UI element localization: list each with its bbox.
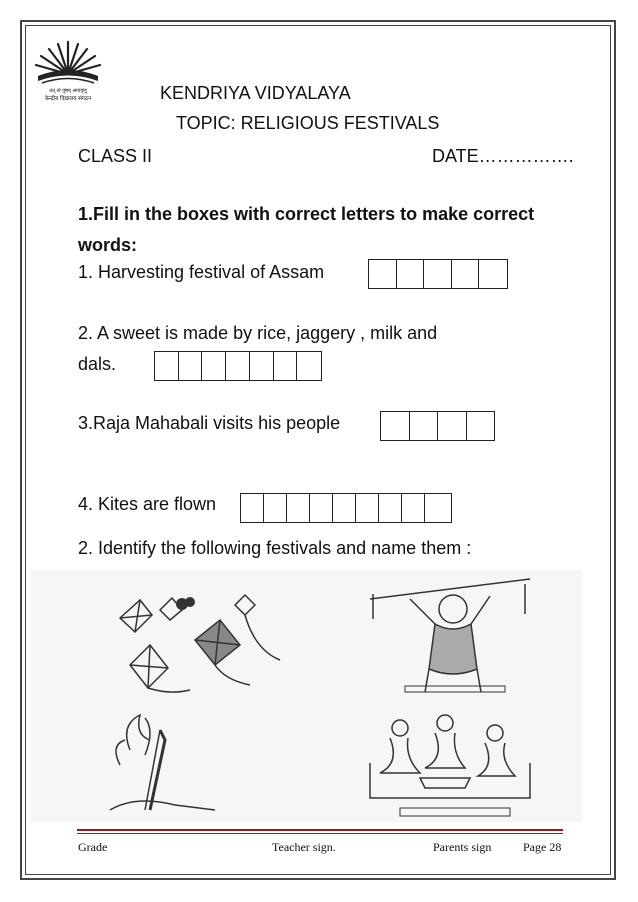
logo-motto: तत् त्वं पूषन् अपावृणु (49, 88, 87, 94)
festival-pictures (30, 570, 582, 822)
question-1: 1. Harvesting festival of Assam (78, 262, 325, 282)
section1-heading-cont: words: (78, 235, 138, 255)
kv-logo (28, 34, 108, 104)
answer-boxes-3[interactable] (380, 411, 495, 441)
footer-grade: Grade (78, 840, 108, 854)
footer-teacher-sign: Teacher sign. (272, 840, 336, 854)
section1-heading: 1.Fill in the boxes with correct letters to make correct (78, 204, 535, 224)
question-3: 3.Raja Mahabali visits his people (78, 413, 341, 433)
section2-heading: 2. Identify the following festivals and name them : (78, 538, 472, 558)
answer-boxes-4[interactable] (240, 493, 452, 523)
footer-page-number: Page 28 (523, 840, 562, 854)
topic-title: TOPIC: RELIGIOUS FESTIVALS (176, 113, 440, 133)
class-label: CLASS II (78, 146, 153, 166)
footer-rule (77, 829, 563, 831)
logo-org-name: केन्द्रीय विद्यालय संगठन (44, 96, 92, 102)
answer-boxes-1[interactable] (368, 259, 508, 289)
man-with-pole-image (365, 574, 540, 694)
bonfire-image (105, 710, 225, 820)
question-4: 4. Kites are flown (78, 494, 217, 514)
footer-parents-sign: Parents sign (433, 840, 492, 854)
kites-image (110, 590, 310, 700)
school-name: KENDRIYA VIDYALAYA (160, 83, 351, 103)
family-worship-image (360, 708, 540, 820)
question-2: 2. A sweet is made by rice, jaggery , milk and (78, 323, 438, 343)
answer-boxes-2[interactable] (154, 351, 322, 381)
date-field: DATE……………. (432, 146, 574, 166)
footer-rule-thin (77, 833, 563, 834)
question-2-cont: dals. (78, 354, 117, 374)
